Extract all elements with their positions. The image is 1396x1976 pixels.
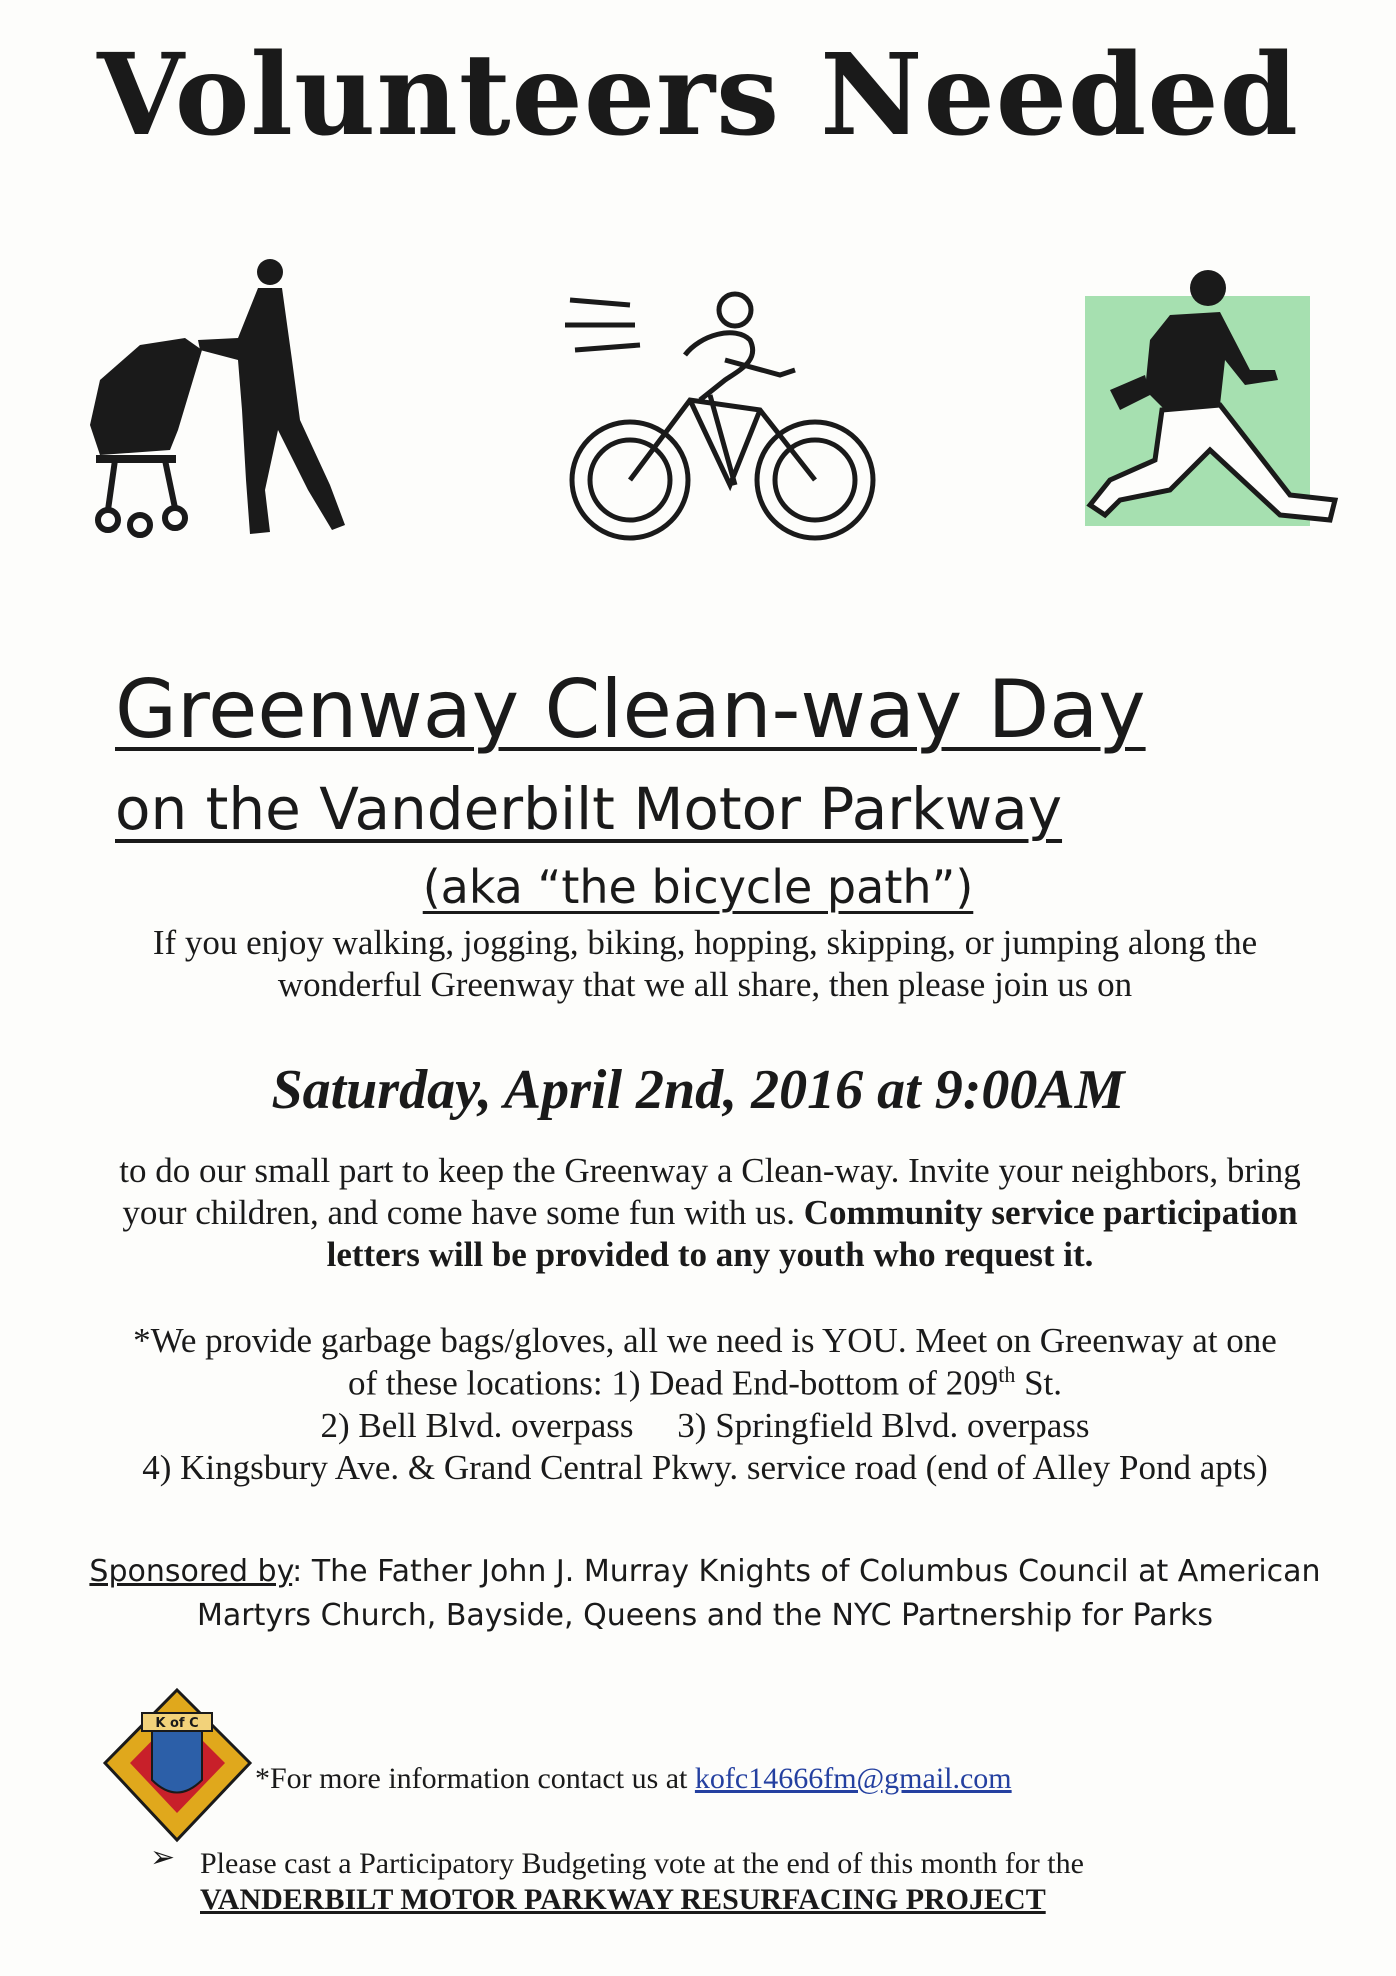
event-subtitle: on the Vanderbilt Motor Parkway (115, 775, 1063, 843)
sponsor-body: : The Father John J. Murray Knights of Columbus Council at American Martyrs Church, Bayside, Queens and the NYC Partnership for Parks (196, 1554, 1321, 1633)
body-bold-text: Community service participation letters will be provided to any youth who request it. (326, 1193, 1298, 1274)
sponsor-label: Sponsored by (89, 1554, 293, 1589)
event-date: Saturday, April 2nd, 2016 at 9:00AM (271, 1059, 1125, 1121)
contact-line (255, 1762, 1255, 1796)
arrow-bullet-icon: ➢ (150, 1841, 176, 1874)
locations-line-4: 4) Kingsbury Ave. & Grand Central Pkwy. service road (end of Alley Pond apts) (142, 1447, 1268, 1487)
locations-line-3: 2) Bell Blvd. overpass 3) Springfield Blvd. overpass (320, 1405, 1090, 1445)
kofc-emblem-icon (100, 1685, 255, 1850)
budget-text: Please cast a Participatory Budgeting vote at the end of this month for the (200, 1847, 1084, 1880)
locations-line-2: of these locations: 1) Dead End-bottom of 209th St. (347, 1362, 1063, 1403)
sponsor-text (55, 1550, 1355, 1637)
headline: Volunteers Needed (97, 30, 1299, 161)
stroller-walker-icon (70, 250, 360, 550)
body-text: to do our small part to keep the Greenway a Clean-way. Invite your neighbors, bring your children, and come have some fun with us. (119, 1151, 1301, 1232)
body-paragraph (90, 1150, 1330, 1276)
contact-text: *For more information contact us at (255, 1762, 695, 1795)
runner-icon (1050, 260, 1340, 550)
intro-paragraph: If you enjoy walking, jogging, biking, hopping, skipping, or jumping along the wonderful Greenway that we all share, then please join us on (152, 923, 1258, 1004)
locations-line-1: *We provide garbage bags/gloves, all we need is YOU. Meet on Greenway at one (133, 1321, 1277, 1360)
event-title: Greenway Clean-way Day (115, 663, 1146, 756)
svg-text:K of C: K of C (155, 1716, 199, 1731)
locations-paragraph (60, 1320, 1350, 1489)
budget-project: VANDERBILT MOTOR PARKWAY RESURFACING PROJECT (200, 1883, 1046, 1916)
cyclist-icon (560, 280, 890, 560)
budget-note (200, 1846, 1300, 1918)
event-aka: (aka “the bicycle path”) (422, 860, 974, 914)
contact-email-link[interactable]: kofc14666fm@gmail.com (694, 1762, 1012, 1795)
